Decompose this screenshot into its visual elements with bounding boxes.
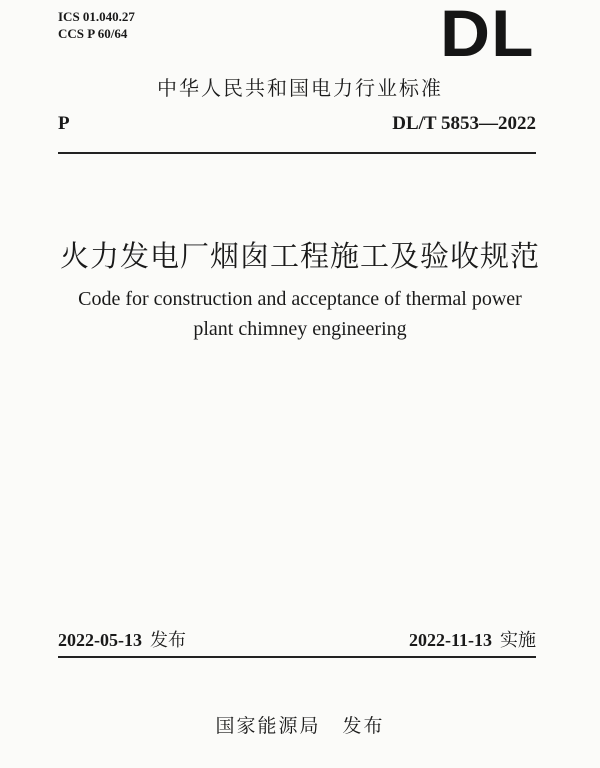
organization-title: 中华人民共和国电力行业标准 [157, 76, 443, 100]
bottom-divider [58, 656, 536, 658]
chinese-title: 火力发电厂烟囱工程施工及验收规范 [59, 239, 540, 273]
implementation-label: 实施 [500, 630, 536, 651]
top-divider [58, 152, 536, 154]
ics-ccs-codes [58, 8, 135, 42]
dl-logo: DL [440, 0, 535, 70]
ccs-code: CCS P 60/64 [58, 26, 128, 41]
english-title-line-1: Code for construction and acceptance of thermal power [78, 288, 522, 310]
implementation-date: 2022-11-13 [409, 630, 492, 650]
english-title-line-2: plant chimney engineering [193, 318, 407, 340]
issuer-name: 国家能源局 [215, 715, 321, 737]
english-title [0, 284, 600, 344]
issue-date-block [58, 626, 186, 652]
issuer-block [0, 711, 600, 738]
issuer-label: 发布 [342, 715, 385, 737]
implementation-date-block [409, 626, 536, 652]
issue-date: 2022-05-13 [58, 630, 142, 650]
ics-code: ICS 01.040.27 [58, 9, 135, 24]
classification-letter: P [58, 113, 70, 134]
standard-number: DL/T 5853—2022 [392, 113, 536, 134]
issue-label: 发布 [150, 630, 186, 651]
